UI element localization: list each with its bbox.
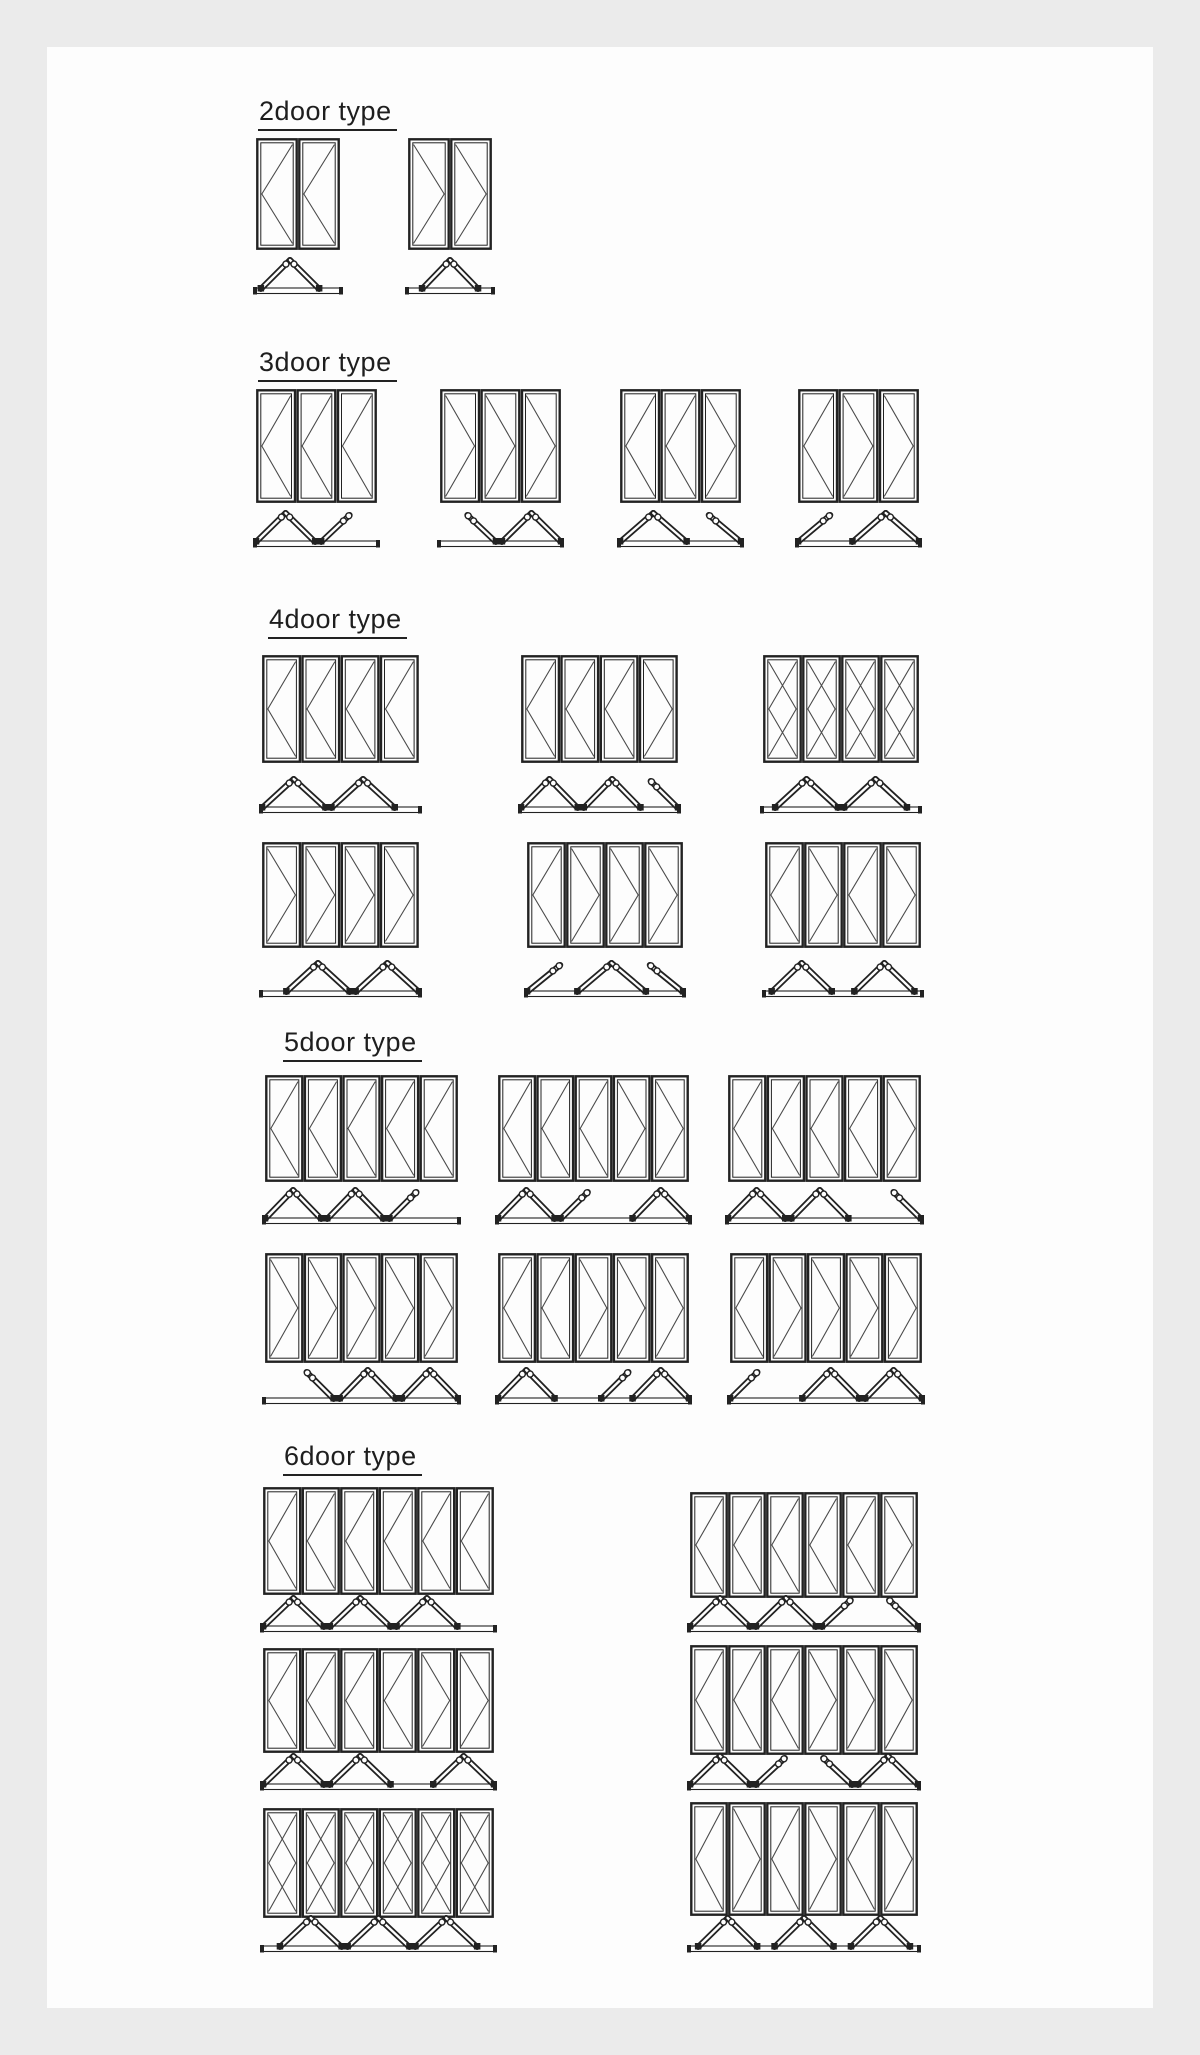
door-elevation-drawing [765, 842, 921, 948]
door-config-6door-5 [690, 1645, 918, 1755]
door-config-2door-2 [408, 138, 492, 250]
door-fold-plan-6door-5 [687, 1748, 921, 1794]
door-elevation-drawing [265, 1075, 458, 1182]
door-plan-drawing [253, 252, 343, 298]
door-fold-plan-6door-6 [687, 1910, 921, 1956]
door-config-4door-4 [262, 842, 419, 948]
door-config-4door-1 [262, 655, 419, 763]
door-config-6door-1 [263, 1487, 494, 1595]
section-heading-4door: 4door type [268, 604, 407, 639]
door-plan-drawing [260, 1910, 497, 1956]
door-config-3door-3 [620, 389, 741, 503]
section-heading-6door: 6door type [283, 1441, 422, 1476]
section-heading-5door: 5door type [283, 1027, 422, 1062]
door-config-3door-4 [798, 389, 919, 503]
door-plan-drawing [762, 955, 924, 1001]
door-fold-plan-2door-2 [405, 252, 495, 298]
section-heading-3door: 3door type [258, 347, 397, 382]
door-config-4door-2 [521, 655, 678, 763]
door-config-5door-1 [265, 1075, 458, 1182]
door-fold-plan-3door-1 [253, 505, 380, 551]
door-elevation-drawing [262, 655, 419, 763]
door-config-5door-3 [728, 1075, 921, 1182]
door-elevation-drawing [690, 1645, 918, 1755]
door-plan-drawing [262, 1182, 461, 1228]
door-fold-plan-5door-2 [495, 1182, 692, 1228]
door-elevation-drawing [763, 655, 919, 763]
door-config-6door-4 [690, 1492, 918, 1598]
door-fold-plan-5door-6 [727, 1362, 925, 1408]
door-plan-drawing [259, 771, 422, 817]
door-elevation-drawing [408, 138, 492, 250]
door-fold-plan-3door-2 [437, 505, 564, 551]
door-fold-plan-4door-6 [762, 955, 924, 1001]
door-elevation-drawing [262, 842, 419, 948]
door-config-4door-3 [763, 655, 919, 763]
door-elevation-drawing [498, 1253, 689, 1363]
door-plan-drawing [617, 505, 744, 551]
door-elevation-drawing [690, 1492, 918, 1598]
door-config-4door-6 [765, 842, 921, 948]
door-fold-plan-6door-4 [687, 1590, 921, 1636]
door-elevation-drawing [265, 1253, 458, 1363]
door-fold-plan-5door-4 [262, 1362, 461, 1408]
door-elevation-drawing [256, 389, 377, 503]
door-plan-drawing [495, 1182, 692, 1228]
door-elevation-drawing [263, 1487, 494, 1595]
door-elevation-drawing [690, 1802, 918, 1916]
door-plan-drawing [687, 1910, 921, 1956]
door-plan-drawing [437, 505, 564, 551]
door-config-5door-2 [498, 1075, 689, 1182]
door-fold-plan-2door-1 [253, 252, 343, 298]
door-fold-plan-5door-5 [495, 1362, 692, 1408]
door-fold-plan-4door-1 [259, 771, 422, 817]
door-plan-drawing [518, 771, 681, 817]
door-plan-drawing [524, 955, 686, 1001]
door-plan-drawing [725, 1182, 924, 1228]
door-plan-drawing [795, 505, 922, 551]
door-plan-drawing [405, 252, 495, 298]
door-elevation-drawing [440, 389, 561, 503]
door-config-3door-2 [440, 389, 561, 503]
door-elevation-drawing [263, 1648, 494, 1753]
door-fold-plan-3door-4 [795, 505, 922, 551]
door-fold-plan-5door-1 [262, 1182, 461, 1228]
door-elevation-drawing [728, 1075, 921, 1182]
door-plan-drawing [260, 1590, 497, 1636]
door-plan-drawing [727, 1362, 925, 1408]
section-heading-2door: 2door type [258, 96, 397, 131]
door-fold-plan-3door-3 [617, 505, 744, 551]
door-fold-plan-6door-3 [260, 1910, 497, 1956]
door-plan-drawing [687, 1748, 921, 1794]
door-fold-plan-4door-2 [518, 771, 681, 817]
door-elevation-drawing [620, 389, 741, 503]
door-plan-drawing [495, 1362, 692, 1408]
door-fold-plan-4door-3 [760, 771, 922, 817]
door-elevation-drawing [263, 1808, 494, 1918]
door-config-5door-4 [265, 1253, 458, 1363]
door-fold-plan-6door-1 [260, 1590, 497, 1636]
door-config-6door-2 [263, 1648, 494, 1753]
door-config-4door-5 [527, 842, 683, 948]
door-plan-drawing [260, 1748, 497, 1794]
door-elevation-drawing [498, 1075, 689, 1182]
door-config-5door-5 [498, 1253, 689, 1363]
door-fold-plan-5door-3 [725, 1182, 924, 1228]
door-plan-drawing [687, 1590, 921, 1636]
door-elevation-drawing [256, 138, 340, 250]
door-elevation-drawing [521, 655, 678, 763]
door-config-3door-1 [256, 389, 377, 503]
door-fold-plan-4door-4 [259, 955, 422, 1001]
door-config-5door-6 [730, 1253, 922, 1363]
paper-sheet [47, 47, 1153, 2008]
door-fold-plan-6door-2 [260, 1748, 497, 1794]
door-config-6door-6 [690, 1802, 918, 1916]
door-elevation-drawing [730, 1253, 922, 1363]
door-plan-drawing [262, 1362, 461, 1408]
door-plan-drawing [760, 771, 922, 817]
door-elevation-drawing [527, 842, 683, 948]
door-config-6door-3 [263, 1808, 494, 1918]
door-config-2door-1 [256, 138, 340, 250]
door-plan-drawing [259, 955, 422, 1001]
door-fold-plan-4door-5 [524, 955, 686, 1001]
door-elevation-drawing [798, 389, 919, 503]
door-plan-drawing [253, 505, 380, 551]
